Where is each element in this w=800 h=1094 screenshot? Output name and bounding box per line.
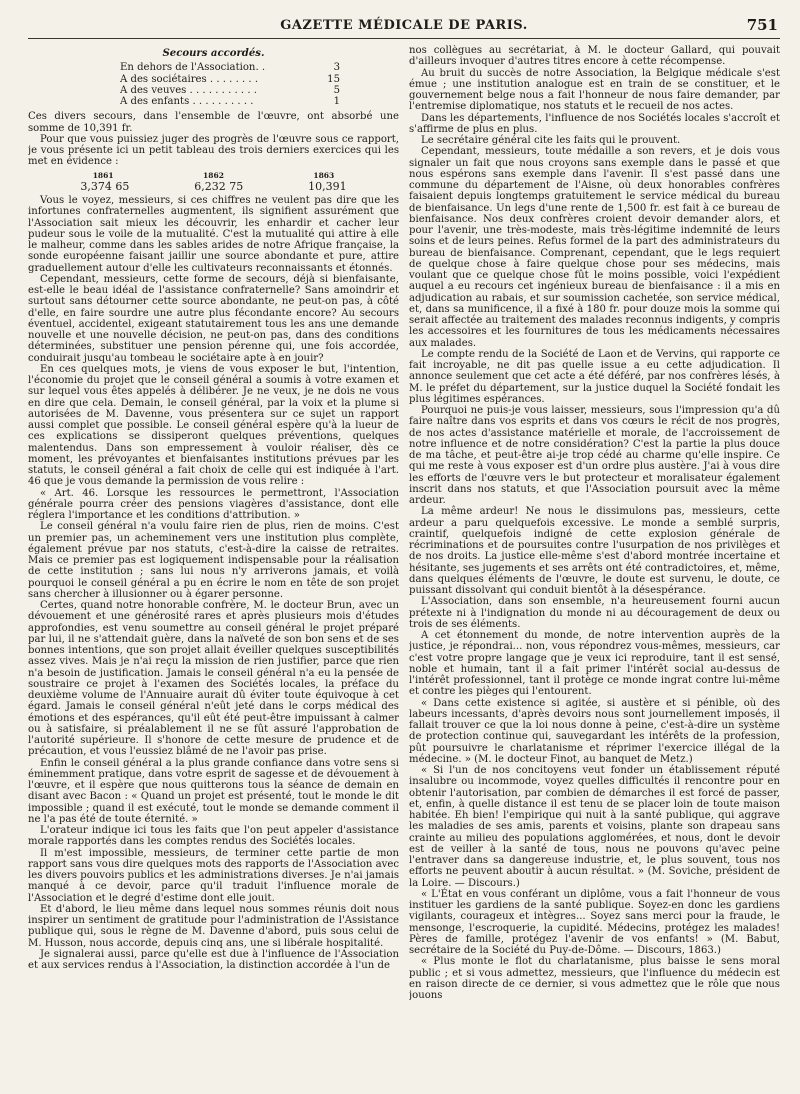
paragraph: L'Association, dans son ensemble, n'a heureusement fourni aucun prétexte ni à l'indignation du monde ni au découragement de deux ou trois de ses éléments. xyxy=(409,596,780,630)
stat-value: 5 xyxy=(333,84,340,96)
quotation: « Plus monte le flot du charlatanisme, plus baisse le sens moral public ; et si vous admettez, messieurs, que l'influence du médecin est en raison directe de ce dernier, si vous admettez que le rôle que nous jouons xyxy=(409,956,780,1001)
paragraph: Le compte rendu de la Société de Laon et de Vervins, qui rapporte ce fait incroyable, ne dit pas quelle issue a eu cette adjudication. Il annonce seulement que cet acte a été déféré, par nos confrères lésés, à M. le préfet du département, sur la justice duquel la Société fondait les plus légitimes espérances. xyxy=(409,348,780,405)
journal-title: GAZETTE MÉDICALE DE PARIS. xyxy=(280,18,528,33)
stat-row xyxy=(120,74,340,85)
stat-value: 15 xyxy=(327,73,340,85)
quotation: « Si l'un de nos concitoyens veut fonder un établissement réputé insalubre ou incommode, voyez quelles difficultés il rencontre pour en obtenir l'autorisation, par combien de démarches il est forcé de passer, et, enfin, à quelle distance il est tenu de se placer loin de toute maison habitée. Eh bien! l'empirique qui nuit à la santé publique, qui aggrave les maladies de ses amis, parents et voisins, plante son drapeau sans crainte au milieu des populations agglomérées, et nous, dont le devoir est de veiller à la santé de tous, nous ne pouvons qu'avec peine l'entraver dans sa dangereuse industrie, et, le plus souvent, tous nos efforts ne peuvent aboutir à aucun résultat. » (M. Soviche, président de la Loire. — Discours.) xyxy=(409,765,780,889)
year-amounts xyxy=(48,181,379,192)
page-number: 751 xyxy=(746,16,778,34)
quotation: « L'État en vous conférant un diplôme, vous a fait l'honneur de vous instituer les gardiens de la santé publique. Soyez-en donc les gardiens vigilants, courageux et intègres... Soyez sans merci pour la fraude, le mensonge, l'escroquerie, la cupidité. Médecins, protégez les malades! Pères de famille, protégez l'avenir de vos enfants! » (M. Babut, secrétaire de la Société du Puy-de-Dôme. — Discours, 1863.) xyxy=(409,888,780,956)
stat-value: 3 xyxy=(333,62,340,74)
paragraph: Je signalerai aussi, parce qu'elle est due à l'influence de l'Association et aux services rendus à l'Association, la distinction accordée à l'un de xyxy=(28,948,399,971)
stat-value: 1 xyxy=(333,96,340,107)
paragraph: Dans les départements, l'influence de nos Sociétés locales s'accroît et s'affirme de plus en plus. xyxy=(409,112,780,135)
stat-label: En dehors de l'Association. . xyxy=(120,62,266,74)
paragraph: L'orateur indique ici tous les faits que l'on peut appeler d'assistance morale rapportés dans les comptes rendus des Sociétés locales. xyxy=(28,825,399,848)
paragraph: En ces quelques mots, je viens de vous exposer le but, l'intention, l'économie du projet que le conseil général a soumis à votre examen et sur lequel vous êtes appelés à délibérer. Je ne veux, je ne dois ne vous en dire que cela. Demain, le conseil général, par la voix et la plume si autorisées de M. Davenne, vous présentera sur ce sujet un rapport aussi complet que possible. Le conseil général espère qu'à la lueur de ces explications se dissiperont quelques préventions, quelques malentendus. Dans son empressement à vouloir réaliser, dès ce moment, les prévoyantes et bienfaisantes institutions prévues par les statuts, le conseil général a fait choix de celle qui est indiquée à l'art. 46 que je vous demande la permission de vous relire : xyxy=(28,363,399,488)
stat-label: A des veuves . . . . . . . . . . . xyxy=(120,84,257,96)
paragraph: Au bruit du succès de notre Association, la Belgique médicale s'est émue ; une institution analogue est en train de se constituer, et le gouvernement belge nous a fait l'honneur de nous faire demander, par l'entremise diplomatique, nos statuts et le recueil de nos actes. xyxy=(409,67,780,113)
quotation: « Dans cette existence si agitée, si austère et si pénible, où des labeurs incessants, d'après devoirs nous sont journellement imposés, il fallait trouver ce que la loi nous donne à peine, c'est-à-dire un système de protection continue qui, sauvegardant les intérêts de la profession, pût poursuivre le charlatanisme et réprimer l'exercice illégal de la médecine. » (M. le docteur Finot, au banquet de Metz.) xyxy=(409,697,780,765)
year-label: 1861 xyxy=(92,170,114,180)
section-subheading: Secours accordés. xyxy=(162,48,265,59)
paragraph: Le conseil général n'a voulu faire rien de plus, rien de moins. C'est un premier pas, un acheminement vers une institution plus complète, également prévue par nos statuts, c'est-à-dire la caisse de retraites. Mais ce premier pas est logiquement indispensable pour la réalisation de cette institution ; sans lui nous n'y arriverons jamais, et voilà pourquoi le conseil général a pu en écrire le nom en tête de son projet sans chercher à illusionner ou à égarer personne. xyxy=(28,521,399,600)
paragraph: Cependant, messieurs, toute médaille a son revers, et je dois vous signaler un fait que nous croyons sans exemple dans le passé et que nous espérons sans exemple dans l'avenir. Il s'est passé dans une commune du département de l'Aisne, où deux honorables confrères faisaient depuis longtemps gratuitement le service médical du bureau de bienfaisance. Un legs d'une rente de 1,500 fr. est fait à ce bureau de bienfaisance. Nos deux confrères croient devoir demander alors, et pour l'avenir, une très-modeste, mais très-légitime indemnité de leurs soins et de leurs peines. Refus formel de la part des administrateurs du bureau de bienfaisance. Comprenant, cependant, que le legs requiert de quelque chose à faire quelque chose pour ses médecins, mais voulant que ce quelque chose fût le moins possible, voici l'expédient auquel a eu recours cet ingénieux bureau de bienfaisance : il a mis en adjudication au rabais, et sur soumission cachetée, son service médical, et, dans sa munificence, il a fixé à 180 fr. pour douze mois la somme qui serait affectée au traitement des malades reconnus indigents, y compris les accessoires et les fournitures de tous les médicaments nécessaires aux malades. xyxy=(409,146,780,349)
stat-label: A des enfants . . . . . . . . . . xyxy=(120,96,254,107)
amount-value: 10,391 xyxy=(308,179,347,193)
paragraph: Ces divers secours, dans l'ensemble de l'œuvre, ont absorbé une somme de 10,391 fr. xyxy=(28,111,399,134)
paragraph: Et d'abord, le lieu même dans lequel nous sommes réunis doit nous inspirer un sentiment de gratitude pour l'administration de l'Assistance publique qui, sous le règne de M. Davenne d'abord, puis sous celui de M. Husson, nous accorde, depuis cinq ans, une si libérale hospitalité. xyxy=(28,903,399,949)
paragraph: Vous le voyez, messieurs, si ces chiffres ne veulent pas dire que les infortunes confraternelles augmentent, ils signifient assurément que l'Association sait mieux les découvrir, les enhardir et cacher leur pudeur sous le voile de la mutualité. C'est la mutualité qui attire à elle le malheur, comme dans les sables arides de notre Afrique française, la sonde européenne faisant jaillir une source abondante et pure, attire graduellement autour d'elle les cultivateurs reconnaissants et étonnés. xyxy=(28,195,399,274)
right-column xyxy=(409,45,780,1094)
paragraph: Enfin le conseil général a la plus grande confiance dans votre sens si éminemment pratique, dans votre esprit de sagesse et de dévouement à l'œuvre, et il espère que nous quitterons tous la séance de demain en disant avec Bacon : « Quand un projet est présenté, tout le monde le dit impossible ; quand il est exécuté, tout le monde se demande comment il ne l'a pas été de toute éternité. » xyxy=(28,757,399,825)
stat-row xyxy=(120,62,340,73)
paragraph: Cependant, messieurs, cette forme de secours, déjà si bienfaisante, est-elle le beau idéal de l'assistance confraternelle? Sans amoindrir et surtout sans détourner cette source abondante, ne peut-on pas, à côté d'elle, en faire sourdre une autre plus fécondante encore? Au secours éventuel, accidentel, exigeant statutairement tous les ans une demande nouvelle et une nouvelle décision, ne peut-on pas, dans des conditions déterminées, substituer une pension pérenne qui, une fois accordée, conduirait jusqu'au tombeau le sociétaire apte à en jouir? xyxy=(28,273,399,364)
relief-stats xyxy=(28,62,399,107)
text-columns xyxy=(28,45,780,1094)
amount-value: 6,232 75 xyxy=(194,179,244,193)
paragraph: Il m'est impossible, messieurs, de terminer cette partie de mon rapport sans vous dire quelques mots des rapports de l'Association avec les divers pouvoirs publics et les administrations diverses. Je n'ai jamais manqué à ce devoir, parce qu'il traduit l'influence morale de l'Association et le degré d'estime dont elle jouit. xyxy=(28,847,399,904)
stat-row xyxy=(120,85,340,96)
paragraph: La même ardeur! Ne nous le dissimulons pas, messieurs, cette ardeur a paru quelquefois excessive. Le monde a semblé surpris, craintif, quelquefois indigné de cette explosion générale de récriminations et de poursuites contre l'usurpation de nos privilèges et de nos droits. La justice elle-même s'est d'abord montrée incertaine et hésitante, ses jugements et ses arrêts ont été contradictoires, et, même, dans quelques éléments de l'œuvre, le doute est survenu, le doute, ce puissant dissolvant qui conduit bientôt à la désespérance. xyxy=(409,506,780,596)
paragraph: nos collègues au secrétariat, à M. le docteur Gallard, qui pouvait d'ailleurs invoquer d'autres titres encore à cette récompense. xyxy=(409,45,780,68)
masthead xyxy=(28,16,780,39)
paragraph: A cet étonnement du monde, de notre intervention auprès de la justice, je répondrai... non, vous répondrez vous-mêmes, messieurs, car c'est votre propre langage que je veux ici reproduire, tant il est sensé, noble et humain, tant il a fait primer l'intérêt social au-dessus de l'intérêt professionnel, tant il protège ce monde ingrat contre lui-même et contre les pièges qui l'entourent. xyxy=(409,630,780,698)
year-label: 1862 xyxy=(203,170,224,180)
paragraph: Pour que vous puissiez juger des progrès de l'œuvre sous ce rapport, je vous présente ici un petit tableau des trois derniers exercices qui les met en évidence : xyxy=(28,133,399,168)
stat-label: A des sociétaires . . . . . . . . xyxy=(120,73,259,85)
stat-row xyxy=(120,96,340,107)
year-label: 1863 xyxy=(313,170,335,180)
left-column xyxy=(28,45,399,1094)
paragraph: Certes, quand notre honorable confrère, M. le docteur Brun, avec un dévouement et une générosité rares et après plusieurs mois d'études approfondies, est venu soumettre au conseil général le projet préparé par lui, il ne s'attendait guère, dans la naïveté de son bon sens et de ses bonnes intentions, que son projet allait éveiller quelques susceptibilités assez vives. Mais je n'ai reçu la mission de rien justifier, parce que rien n'a besoin de justification. Jamais le conseil général n'a eu la pensée de soustraire ce projet à l'examen des Sociétés locales, la préface du deuxième volume de l'Annuaire aurait dû éviter toute équivoque à cet égard. Jamais le conseil général n'eût jeté dans le corps médical des émotions et des espérances, qu'il eût été peut-être impuissant à calmer ou à satisfaire, si préalablement il ne se fût assuré l'approbation de l'autorité supérieure. Il s'honore de cette mesure de prudence et de précaution, et vous l'eussiez blâmé de ne l'avoir pas prise. xyxy=(28,600,399,758)
quoted-article: « Art. 46. Lorsque les ressources le permettront, l'Association générale pourra créer des pensions viagères d'assistance, dont elle réglera l'importance et les conditions d'attribution. » xyxy=(28,487,399,521)
amount-value: 3,374 65 xyxy=(80,179,130,193)
paragraph: Pourquoi ne puis-je vous laisser, messieurs, sous l'impression qu'a dû faire naître dans vos esprits et dans vos cœurs le récit de nos progrès, de nos actes d'assistance matérielle et morale, de l'accroissement de notre influence et de notre considération? C'est la partie la plus douce de ma tâche, et peut-être ai-je trop cédé au charme qu'elle inspire. Ce qui me reste à vous exposer est d'un ordre plus austère. J'ai à vous dire les efforts de l'œuvre vers le but protecteur et moralisateur également inscrit dans nos statuts, et que l'Association poursuit avec la même ardeur. xyxy=(409,405,780,506)
paragraph: Le secrétaire général cite les faits qui le prouvent. xyxy=(421,135,681,146)
